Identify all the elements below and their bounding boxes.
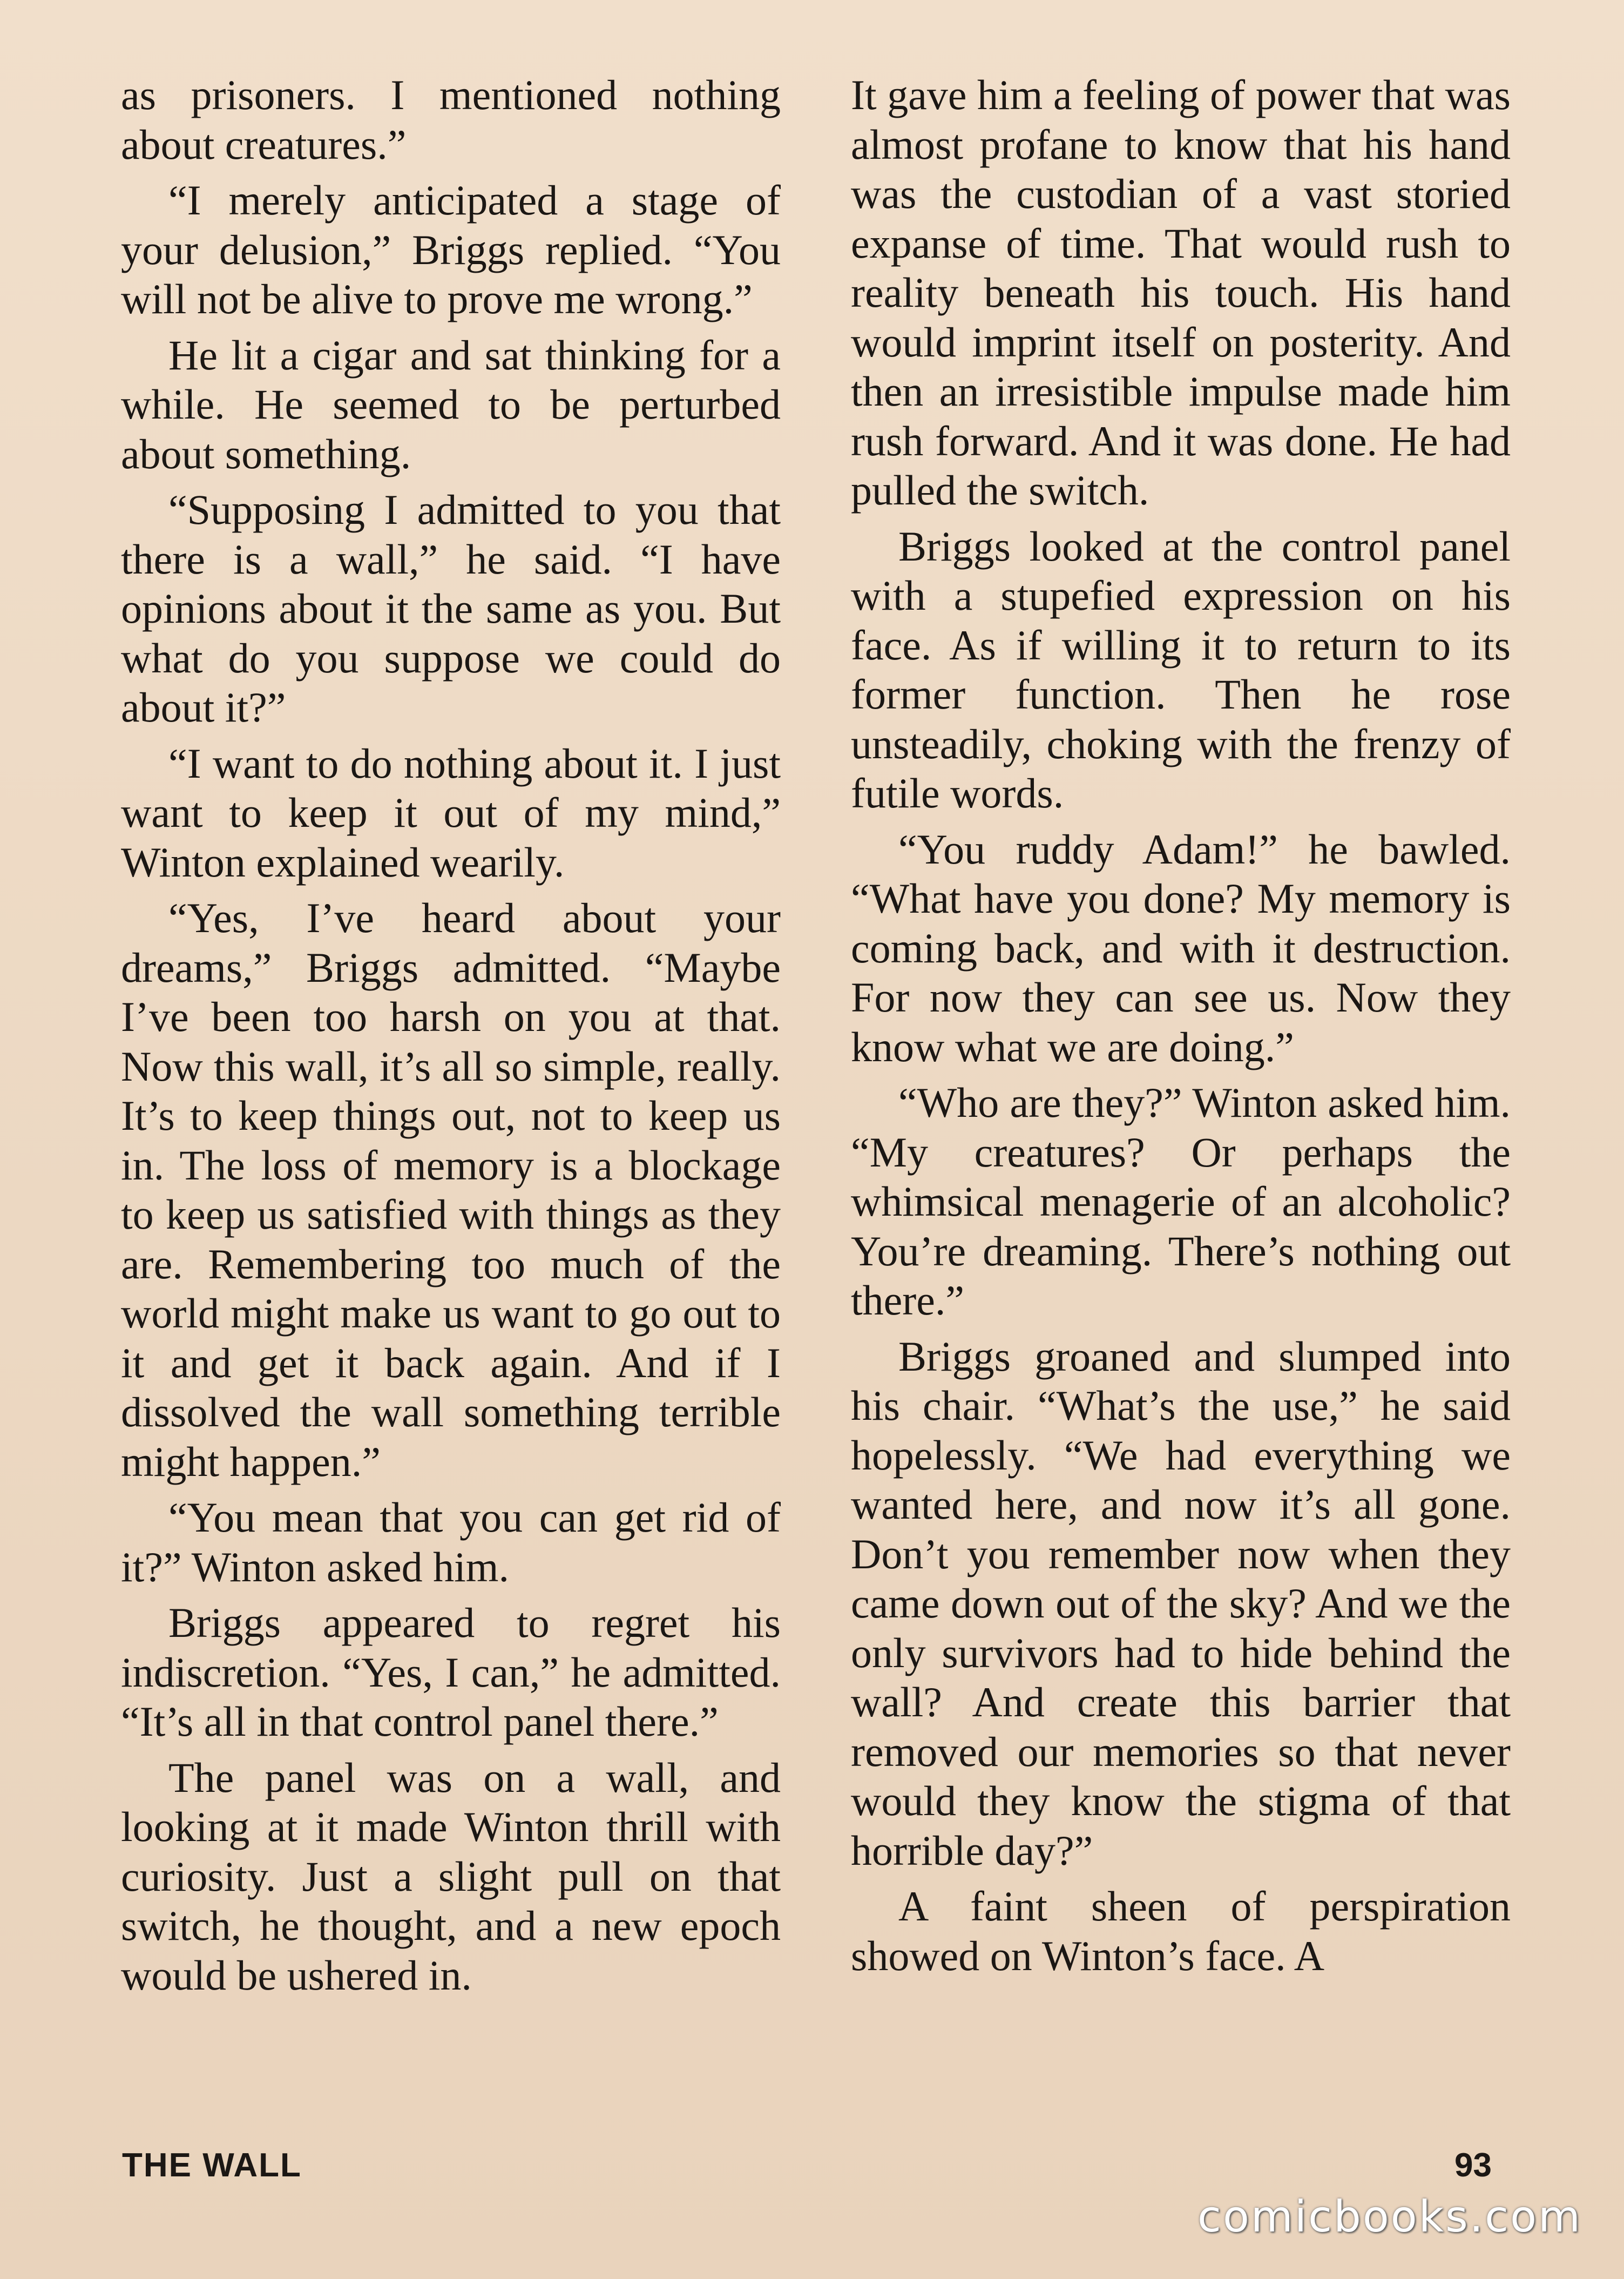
right-text-column <box>851 70 1511 1987</box>
paragraph: as prisoners. I mentioned nothing about creatures.” <box>121 71 781 168</box>
page-number: 93 <box>1454 2147 1492 2184</box>
paragraph: “Yes, I’ve heard about your dreams,” Briggs admitted. “Maybe I’ve been too harsh on you at that. Now this wall, it’s all so simple, really. It’s to keep things out, not to keep us in. The loss of memory is a blockage to keep us satisfied with things as they are. Remembering too much of the world might make us want to go out to it and get it back again. And if I dissolved the wall something terrible might happen.” <box>121 894 781 1485</box>
paragraph: “You ruddy Adam!” he bawled. “What have you done? My memory is coming back, and with it destruction. For now they can see us. Now they know what we are doing.” <box>851 825 1511 1070</box>
paragraph: It gave him a feeling of power that was almost profane to know that his hand was the custodian of a vast storied expanse of time. That would rush to reality beneath his touch. His hand would imprint itself on posterity. And then an irresistible impulse made him rush forward. And it was done. He had pulled the switch. <box>851 71 1511 514</box>
paragraph: “I want to do nothing about it. I just want to keep it out of my mind,” Winton explained wearily. <box>121 739 781 886</box>
left-text-column <box>121 70 781 2006</box>
paragraph: “Who are they?” Winton asked him. “My creatures? Or perhaps the whimsical menagerie of an alcoholic? You’re dreaming. There’s nothing out there.” <box>851 1079 1511 1324</box>
paragraph: The panel was on a wall, and looking at it made Winton thrill with curiosity. Just a slight pull on that switch, he thought, and a new epoch would be ushered in. <box>121 1754 781 1999</box>
site-watermark: comicbooks.com <box>1197 2192 1582 2242</box>
running-title: THE WALL <box>122 2147 302 2184</box>
paragraph: He lit a cigar and sat thinking for a while. He seemed to be perturbed about something. <box>121 331 781 477</box>
paragraph: Briggs looked at the control panel with a stupefied expression on his face. As if willing it to return to its former function. Then he rose unsteadily, choking with the frenzy of futile words. <box>851 522 1511 817</box>
paragraph: Briggs appeared to regret his indiscretion. “Yes, I can,” he admitted. “It’s all in that control panel there.” <box>121 1599 781 1745</box>
paragraph: “You mean that you can get rid of it?” Winton asked him. <box>121 1494 781 1590</box>
paragraph: Briggs groaned and slumped into his chair. “What’s the use,” he said hopelessly. “We had everything we wanted here, and now it’s all gone. Don’t you remember now when they came down out of the sky? And we the only survivors had to hide behind the wall? And create this barrier that removed our memories so that never would they know the stigma of that horrible day?” <box>851 1332 1511 1874</box>
paragraph: “I merely anticipated a stage of your delusion,” Briggs replied. “You will not be alive to prove me wrong.” <box>121 177 781 322</box>
paragraph: A faint sheen of perspiration showed on Winton’s face. A <box>851 1883 1511 1979</box>
paragraph: “Supposing I admitted to you that there is a wall,” he said. “I have opinions about it the same as you. But what do you suppose we could do about it?” <box>121 486 781 731</box>
